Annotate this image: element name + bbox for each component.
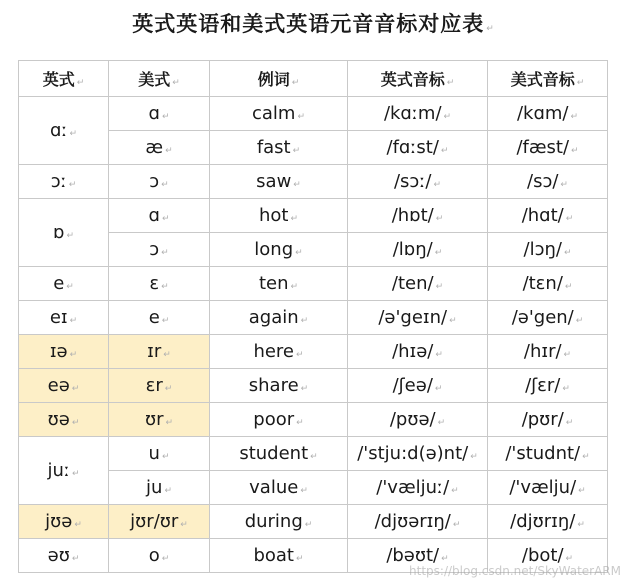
table-row: [19, 199, 608, 233]
table-row: [19, 335, 608, 369]
example-word: calm ↵: [210, 97, 348, 131]
vowel-table: [18, 60, 608, 573]
us-vowel: æ ↵: [109, 131, 210, 165]
us-ipa: /hɪr/ ↵: [488, 335, 608, 369]
us-vowel: ju ↵: [109, 471, 210, 505]
us-vowel: o ↵: [109, 539, 210, 573]
us-ipa: /pʊr/ ↵: [488, 403, 608, 437]
uk-vowel: ɪə ↵: [19, 335, 109, 369]
uk-ipa: /ʃeə/ ↵: [348, 369, 488, 403]
page-title: 英式英语和美式英语元音音标对应表 ↵: [132, 12, 495, 36]
example-word: here ↵: [210, 335, 348, 369]
example-word: long ↵: [210, 233, 348, 267]
header-us-ipa: 美式音标 ↵: [488, 61, 608, 97]
us-ipa: /'vælju/ ↵: [488, 471, 608, 505]
uk-ipa: /bəʊt/ ↵: [348, 539, 488, 573]
uk-ipa: /pʊə/ ↵: [348, 403, 488, 437]
uk-vowel: əʊ ↵: [19, 539, 109, 573]
uk-ipa: /fɑːst/ ↵: [348, 131, 488, 165]
table-row: [19, 301, 608, 335]
table-row: [19, 403, 608, 437]
us-vowel: ɛ ↵: [109, 267, 210, 301]
us-ipa: /fæst/ ↵: [488, 131, 608, 165]
us-ipa: /bot/ ↵: [488, 539, 608, 573]
us-vowel: e ↵: [109, 301, 210, 335]
example-word: fast ↵: [210, 131, 348, 165]
uk-ipa: /'stju:d(ə)nt/ ↵: [348, 437, 488, 471]
header-example: 例词 ↵: [210, 61, 348, 97]
us-vowel: ɔ ↵: [109, 233, 210, 267]
uk-vowel: juː ↵: [19, 437, 109, 505]
us-vowel: ɔ ↵: [109, 165, 210, 199]
example-word: student ↵: [210, 437, 348, 471]
example-word: share ↵: [210, 369, 348, 403]
uk-ipa: /'væljuː/ ↵: [348, 471, 488, 505]
example-word: ten ↵: [210, 267, 348, 301]
table-row: [19, 505, 608, 539]
example-word: value ↵: [210, 471, 348, 505]
us-vowel: ɪr ↵: [109, 335, 210, 369]
us-ipa: /kɑm/ ↵: [488, 97, 608, 131]
uk-vowel: eɪ ↵: [19, 301, 109, 335]
uk-ipa: /hɪə/ ↵: [348, 335, 488, 369]
example-word: again ↵: [210, 301, 348, 335]
uk-ipa: /djʊərɪŋ/ ↵: [348, 505, 488, 539]
uk-vowel: ɑː ↵: [19, 97, 109, 165]
uk-vowel: e ↵: [19, 267, 109, 301]
header-uk-ipa: 英式音标 ↵: [348, 61, 488, 97]
uk-ipa: /kɑːm/ ↵: [348, 97, 488, 131]
uk-vowel: eə ↵: [19, 369, 109, 403]
uk-ipa: /hɒt/ ↵: [348, 199, 488, 233]
us-ipa: /sɔ/ ↵: [488, 165, 608, 199]
table-row: [19, 369, 608, 403]
uk-vowel: ɔː ↵: [19, 165, 109, 199]
table-row: [19, 165, 608, 199]
us-ipa: /tɛn/ ↵: [488, 267, 608, 301]
us-ipa: /hɑt/ ↵: [488, 199, 608, 233]
us-vowel: ɑ ↵: [109, 97, 210, 131]
us-vowel: ɛr ↵: [109, 369, 210, 403]
example-word: during ↵: [210, 505, 348, 539]
example-word: poor ↵: [210, 403, 348, 437]
uk-vowel: ɒ ↵: [19, 199, 109, 267]
watermark: https://blog.csdn.net/SkyWaterARM: [409, 564, 621, 578]
us-ipa: /ə'gen/ ↵: [488, 301, 608, 335]
uk-vowel: ʊə ↵: [19, 403, 109, 437]
us-vowel: u ↵: [109, 437, 210, 471]
example-word: boat ↵: [210, 539, 348, 573]
header-row: [19, 61, 608, 97]
us-ipa: /ʃɛr/ ↵: [488, 369, 608, 403]
us-ipa: /lɔŋ/ ↵: [488, 233, 608, 267]
table-row: [19, 97, 608, 131]
uk-ipa: /lɒŋ/ ↵: [348, 233, 488, 267]
example-word: hot ↵: [210, 199, 348, 233]
us-ipa: /djʊrɪŋ/ ↵: [488, 505, 608, 539]
us-ipa: /'studnt/ ↵: [488, 437, 608, 471]
uk-ipa: /sɔː/ ↵: [348, 165, 488, 199]
us-vowel: jʊr/ʊr ↵: [109, 505, 210, 539]
table-row: [19, 437, 608, 471]
uk-vowel: jʊə ↵: [19, 505, 109, 539]
example-word: saw ↵: [210, 165, 348, 199]
uk-ipa: /ten/ ↵: [348, 267, 488, 301]
us-vowel: ɑ ↵: [109, 199, 210, 233]
us-vowel: ʊr ↵: [109, 403, 210, 437]
table-row: [19, 267, 608, 301]
header-uk: 英式 ↵: [19, 61, 109, 97]
uk-ipa: /ə'geɪn/ ↵: [348, 301, 488, 335]
header-us: 美式 ↵: [109, 61, 210, 97]
